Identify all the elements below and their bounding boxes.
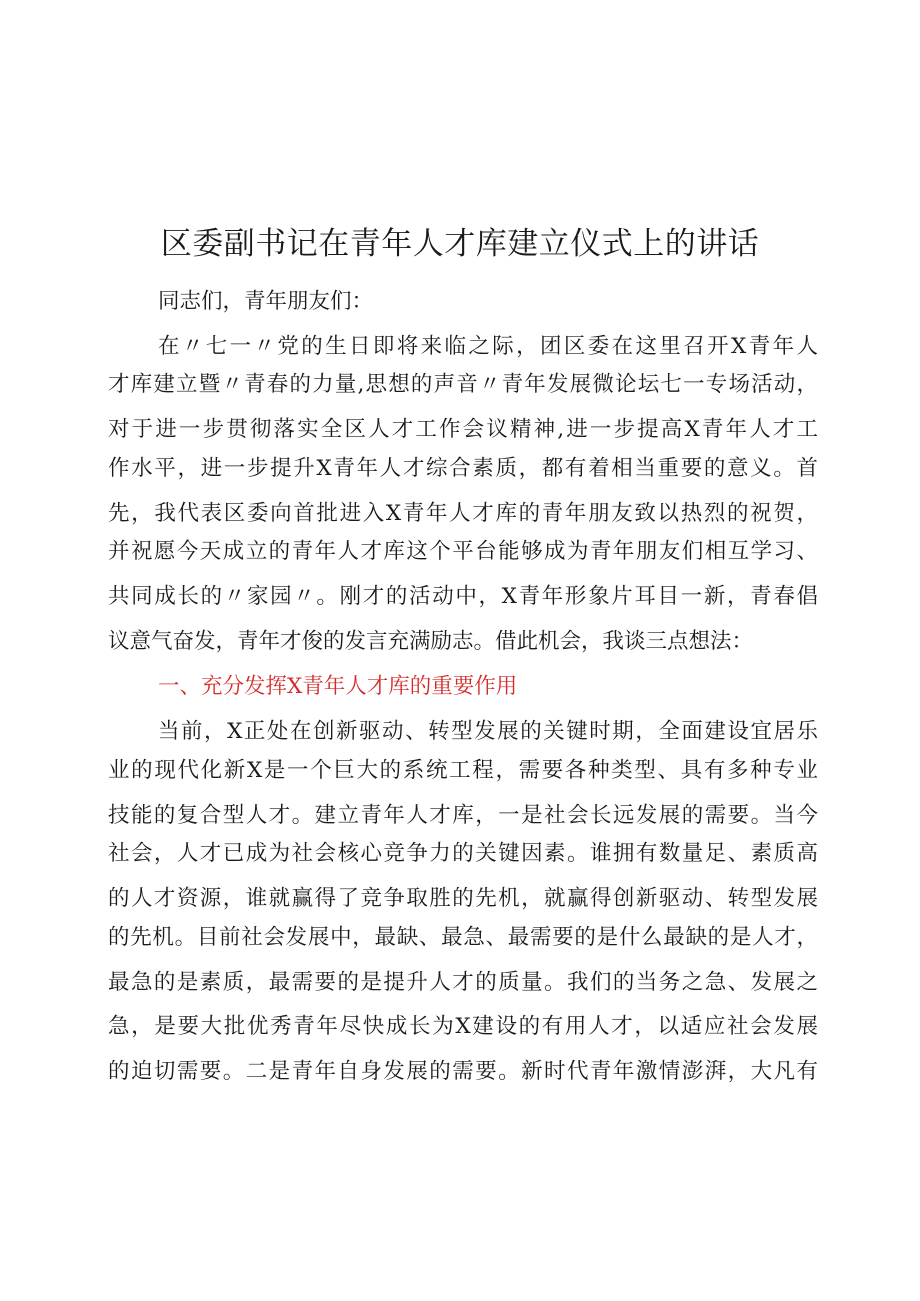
paragraph-line: 的先机。目前社会发展中，最缺、最急、最需要的是什么最缺的是人才，: [108, 925, 818, 950]
paragraph-line: 的人才资源，谁就赢得了竞争取胜的先机，就赢得创新驱动、转型发展: [108, 886, 818, 911]
section-heading: 一、充分发挥X青年人才库的重要作用: [158, 674, 518, 699]
paragraph-line: 先，我代表区委向首批进入X青年人才库的青年朋友致以热烈的祝贺，: [108, 501, 818, 526]
paragraph-line: 社会，人才已成为社会核心竞争力的关键因素。谁拥有数量足、素质高: [108, 841, 818, 866]
salutation-line: 同志们，青年朋友们：: [158, 289, 374, 314]
paragraph-line: 技能的复合型人才。建立青年人才库，一是社会长远发展的需要。当今: [108, 803, 818, 828]
paragraph-line: 最急的是素质，最需要的是提升人才的质量。我们的当务之急、发展之: [108, 970, 818, 995]
paragraph-line: 当前，X正处在创新驱动、转型发展的关键时期，全面建设宜居乐: [158, 719, 818, 744]
paragraph-line: 在〃七一〃党的生日即将来临之际，团区委在这里召开X青年人: [158, 334, 818, 359]
paragraph-line: 业的现代化新X是一个巨大的系统工程，需要各种类型、具有多种专业: [108, 758, 818, 783]
paragraph-line: 急，是要大批优秀青年尽快成长为X建设的有用人才，以适应社会发展: [108, 1014, 818, 1039]
paragraph-line: 对于进一步贯彻落实全区人才工作会议精神,进一步提高X青年人才工: [108, 417, 818, 442]
paragraph-line: 作水平，进一步提升X青年人才综合素质，都有着相当重要的意义。首: [108, 456, 818, 481]
document-title: 区委副书记在青年人才库建立仪式上的讲话: [160, 226, 760, 262]
paragraph-line: 才库建立暨〃青春的力量,思想的声音〃青年发展微论坛七一专场活动，: [108, 372, 818, 397]
paragraph-line: 议意气奋发，青年才俊的发言充满励志。借此机会，我谈三点想法：: [108, 629, 754, 654]
paragraph-line: 并祝愿今天成立的青年人才库这个平台能够成为青年朋友们相互学习、: [108, 539, 818, 564]
paragraph-line: 的迫切需要。二是青年自身发展的需要。新时代青年激情澎湃，大凡有: [108, 1059, 818, 1084]
paragraph-line: 共同成长的〃家园〃。刚才的活动中，X青年形象片耳目一新，青春倡: [108, 584, 818, 609]
